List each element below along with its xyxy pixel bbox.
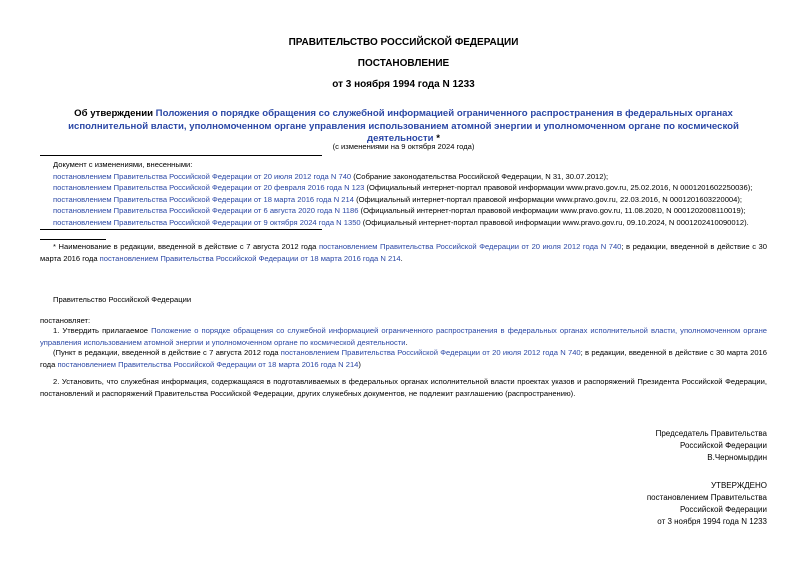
amendment-link[interactable]: постановлением Правительства Российской Федерации от 20 февраля 2016 года N 123	[53, 183, 365, 192]
approval-line: Российской Федерации	[680, 505, 767, 514]
amendment-item: постановлением Правительства Российской Федерации от 9 октября 2024 года N 1350 (Официальный интернет-портал правовой информации www.pravo.gov.ru, 09.10.2024, N 0001202410090012).	[53, 217, 749, 227]
government-heading: ПРАВИТЕЛЬСТВО РОССИЙСКОЙ ФЕДЕРАЦИИ	[288, 37, 519, 48]
signature-position: Председатель Правительства	[655, 429, 767, 438]
signature-name: В.Черномырдин	[707, 453, 767, 462]
amendment-item: постановлением Правительства Российской Федерации от 6 августа 2020 года N 1186 (Официальный интернет-портал правовой информации www.pravo.gov.ru, 11.08.2020, N 0001202008110019);	[53, 206, 746, 215]
amendment-link[interactable]: постановлением Правительства Российской Федерации от 20 июля 2012 года N 740	[53, 171, 352, 181]
amendments-top-rule	[40, 155, 322, 156]
title-suffix: *	[433, 133, 440, 144]
amendment-link[interactable]: постановлением Правительства Российской Федерации от 20 июля 2012 года N 740	[280, 348, 581, 357]
footnote-link[interactable]: постановлением Правительства Российской Федерации от 20 июля 2012 года N 740	[318, 242, 622, 251]
title-link[interactable]: Положения о порядке обращения со служебной информацией ограниченного распространения в федеральных органах исполнительной власти, уполномоченном органе управления использованием атомной энергии и уполномоченном органе по космической деятельности	[68, 108, 739, 144]
amendment-item: постановлением Правительства Российской Федерации от 20 июля 2012 года N 740 (Собрание законодательства Российской Федерации, N 31, 30.07.2012);	[53, 171, 609, 181]
approval-line: от 3 ноября 1994 года N 1233	[657, 517, 767, 526]
doc-type-heading: ПОСТАНОВЛЕНИЕ	[357, 58, 450, 69]
amendment-link[interactable]: постановлением Правительства Российской Федерации от 18 марта 2016 года N 214	[53, 194, 354, 204]
decrees-line: постановляет:	[40, 316, 91, 325]
amendments-bottom-rule	[40, 229, 322, 230]
approval-block	[647, 480, 767, 528]
item-2: 2. Установить, что служебная информация, содержащаяся в подготавливаемых в федеральных органах исполнительной власти проектах указов и распоряжений Президента Российской Федерации, постановлений и распоряжений Правительства Российской Федерации, других служебных документов, не подлежит разглашению (распространению).	[40, 377, 767, 398]
approval-line: постановлением Правительства	[646, 493, 767, 502]
document-title	[40, 108, 767, 146]
revision-note: (с изменениями на 9 октября 2024 года)	[332, 142, 475, 151]
amendments-list	[53, 159, 793, 228]
item-1: 1. Утвердить прилагаемое Положение о порядке обращения со служебной информацией ограниченного распространения в федеральных органах исполнительной власти, уполномоченном органе управления использованием атомной энергии и уполномоченном органе по космической деятельности.	[40, 326, 767, 347]
signature-country: Российской Федерации	[680, 441, 767, 450]
amendment-item: постановлением Правительства Российской Федерации от 20 февраля 2016 года N 123 (Официальный интернет-портал правовой информации www.pravo.gov.ru, 25.02.2016, N 0001201602250036);	[53, 183, 753, 192]
approval-heading: УТВЕРЖДЕНО	[710, 481, 767, 490]
government-line: Правительство Российской Федерации	[53, 295, 192, 304]
footnote-link[interactable]: постановлением Правительства Российской Федерации от 18 марта 2016 года N 214	[99, 253, 401, 263]
amendment-item: постановлением Правительства Российской Федерации от 18 марта 2016 года N 214 (Официальный интернет-портал правовой информации www.pravo.gov.ru, 22.03.2016, N 0001201603220004);	[53, 194, 743, 204]
date-number-heading: от 3 ноября 1994 года N 1233	[332, 79, 475, 90]
amendment-link[interactable]: постановлением Правительства Российской Федерации от 6 августа 2020 года N 1186	[53, 206, 359, 215]
footnote: * Наименование в редакции, введенной в действие с 7 августа 2012 года постановлением Правительства Российской Федерации от 20 июля 2012 года N 740; в редакции, введенной в действие с 30 марта 2016 года постановлением Правительства Российской Федерации от 18 марта 2016 года N 214.	[40, 242, 768, 263]
amendments-intro: Документ с изменениями, внесенными:	[53, 160, 193, 169]
amendment-link[interactable]: постановлением Правительства Российской Федерации от 18 марта 2016 года N 214	[57, 359, 359, 369]
signature-block	[656, 428, 767, 464]
footnote-rule	[40, 239, 106, 240]
item-1-note: (Пункт в редакции, введенной в действие с 7 августа 2012 года постановлением Правительства Российской Федерации от 20 июля 2012 года N 740; в редакции, введенной в действие с 30 марта 2016 года постановлением Правительства Российской Федерации от 18 марта 2016 года N 214)	[40, 348, 767, 369]
title-prefix: Об утверждении	[74, 108, 156, 119]
regulation-link[interactable]: Положение о порядке обращения со служебной информацией ограниченного распространения в федеральных органах исполнительной власти, уполномоченном органе управления использованием атомной энергии и уполномоченном органе по космической деятельности	[40, 326, 767, 347]
amendment-link[interactable]: постановлением Правительства Российской Федерации от 9 октября 2024 года N 1350	[53, 217, 361, 227]
